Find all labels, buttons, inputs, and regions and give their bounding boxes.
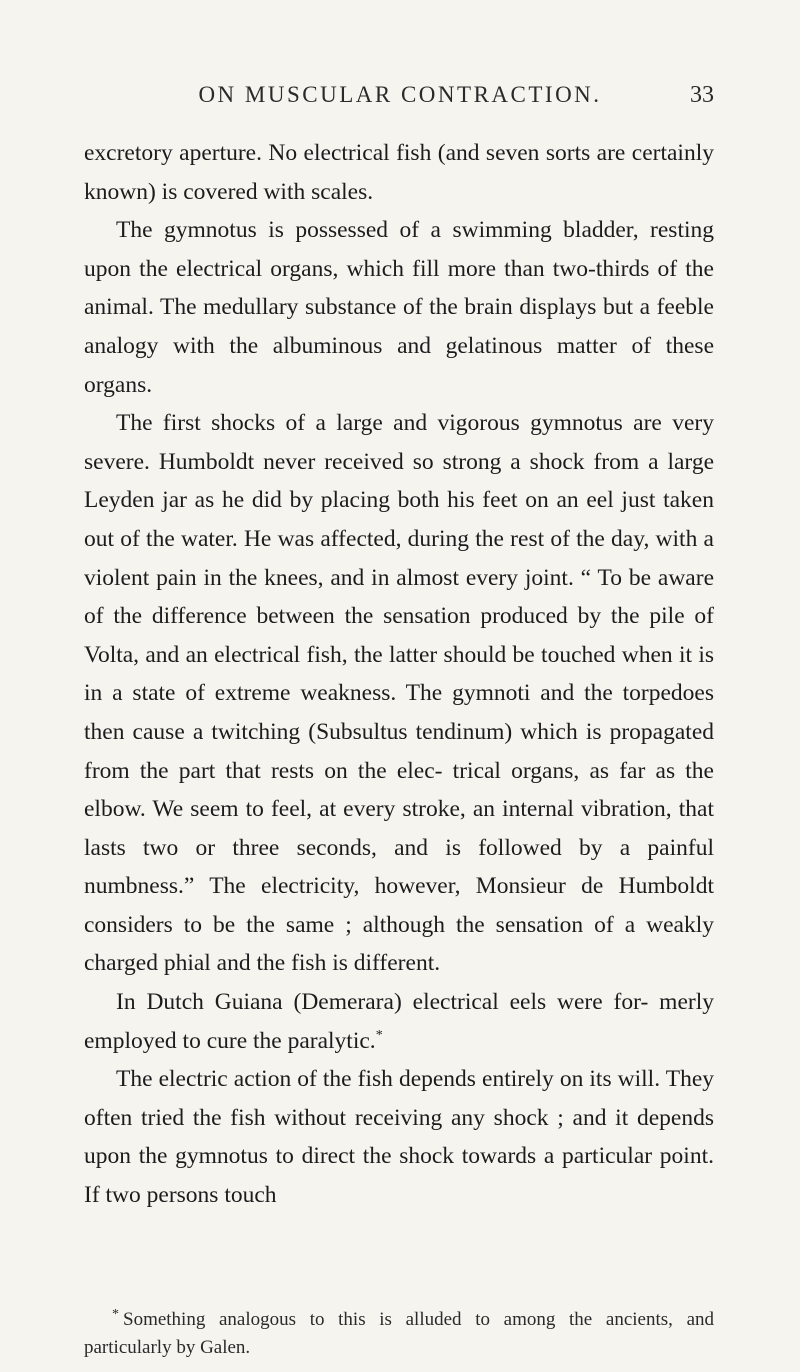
page-number: 33 xyxy=(690,82,714,108)
footnote-reference: * xyxy=(375,1027,383,1043)
paragraph-5: The electric action of the fish depends entirely on its will. They often tried the fish without receiving any shock ; and it depends upon the gymnotus to direct the shock towards a particular point. If two persons touch xyxy=(84,1066,714,1209)
body-text xyxy=(84,134,714,1215)
footnote-mark: * xyxy=(112,1306,119,1322)
paragraph-1: excretory aperture. No electrical fish (and seven sorts are certainly known) is covered with scales. xyxy=(84,140,714,205)
running-title: ON MUSCULAR CONTRACTION. xyxy=(198,82,602,107)
paragraph-3: The first shocks of a large and vigorous gymnotus are very severe. Humboldt never received so strong a shock from a large Leyden jar as he did by placing both his feet on an eel just taken out of the water. He was affected, during the rest of the day, with a violent pain in the knees, and in almost every joint. “ To be aware of the difference between the sensation produced by the pile of Volta, and an electrical fish, the latter should be touched when it is in a state of extreme weakness. The gymnoti and the torpedoes then cause a twitching (Subsultus tendinum) which is propagated from the part that rests on the elec- trical organs, as far as the elbow. We seem to feel, at every stroke, an internal vibration, that lasts two or three seconds, and is followed by a painful numbness.” The electricity, however, Monsieur de Humboldt considers to be the same ; although the sensation of a weakly charged phial and the fish is different. xyxy=(84,410,714,977)
paragraph-4 xyxy=(84,983,714,1060)
paragraph-4-text: In Dutch Guiana (Demerara) electrical eels were for- merly employed to cure the paralytic. xyxy=(84,989,714,1054)
footnote xyxy=(84,1306,714,1362)
paragraph-2: The gymnotus is possessed of a swimming bladder, resting upon the electrical organs, which fill more than two-thirds of the animal. The medullary substance of the brain displays but a feeble analogy with the albuminous and gelatinous matter of these organs. xyxy=(84,217,714,398)
footnote-text: Something analogous to this is alluded to among the ancients, and particularly by Galen. xyxy=(84,1309,714,1358)
running-head xyxy=(0,82,800,122)
